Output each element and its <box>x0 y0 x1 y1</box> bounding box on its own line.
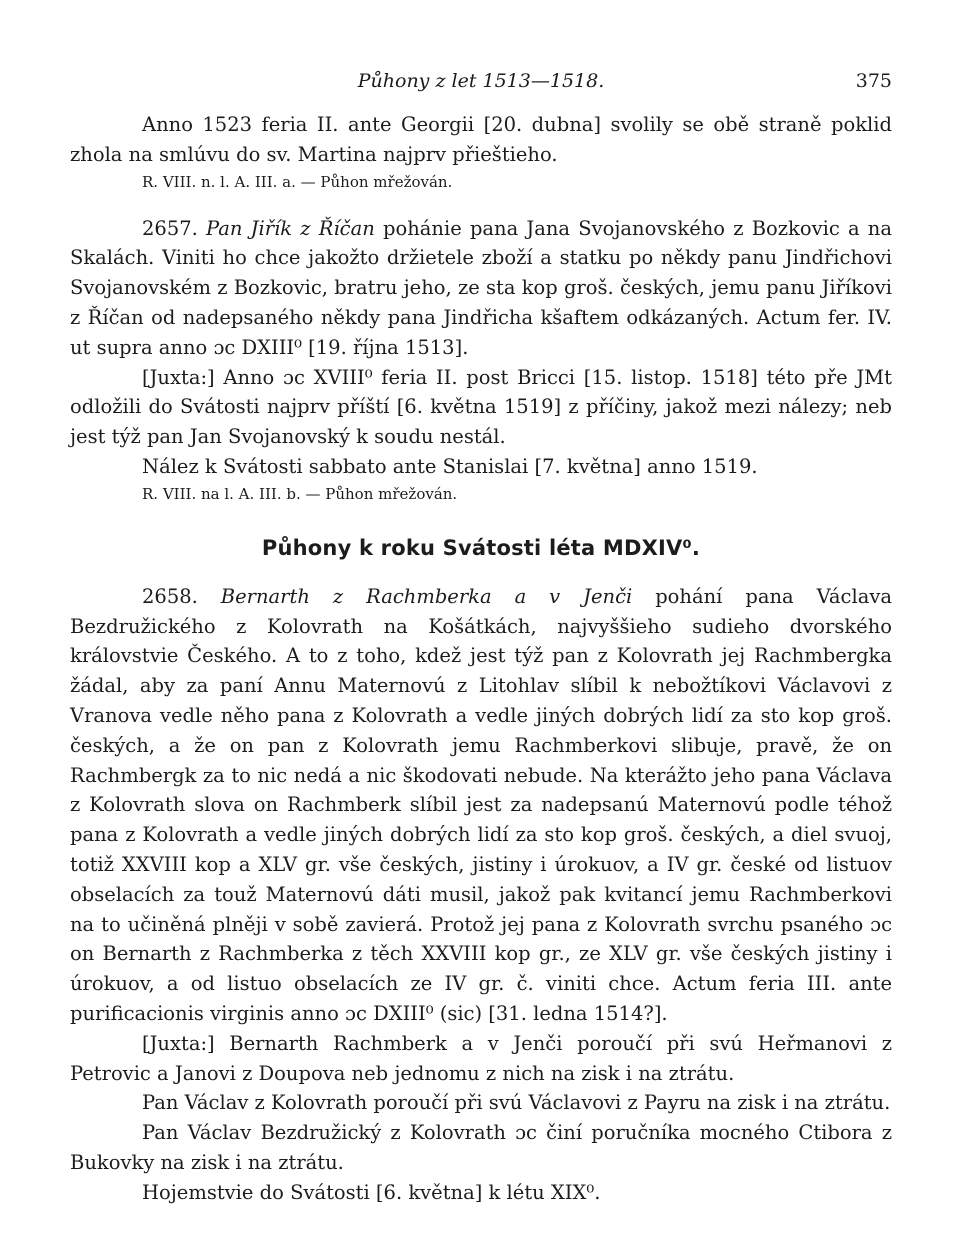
plaintiff-name: Pan Jiřík z Říčan <box>206 216 375 240</box>
entry-2658 <box>70 582 892 1029</box>
section-heading: Půhony k roku Svátosti léta MDXIV⁰. <box>261 535 701 560</box>
paragraph-bezdruzicky: Pan Václav Bezdružický z Kolovrath ɔc činí poručníka mocného Ctibora z Bukovky na zisk i na ztrátu. <box>70 1121 892 1174</box>
paragraph-anno-1523: Anno 1523 feria II. ante Georgii [20. dubna] svolily se obě straně poklid zhola na smlúvu do sv. Martina najprv přieštieho. <box>70 113 892 166</box>
paragraph-kolovrath: Pan Václav z Kolovrath poroučí při svú Václavovi z Payru na zisk i na ztrátu. <box>142 1091 891 1115</box>
page-number: 375 <box>855 70 892 92</box>
entry-number: 2658. <box>142 584 198 608</box>
nalez-paragraph: Nález k Svátosti sabbato ante Stanislai [7. května] anno 1519. <box>142 454 758 478</box>
source-note: R. VIII. n. l. A. III. a. — Půhon mřežován. <box>142 172 453 191</box>
running-head <box>70 70 892 110</box>
paragraph-hojemstvie: Hojemstvie do Svátosti [6. května] k létu XIX⁰. <box>142 1180 601 1204</box>
entry-number: 2657. <box>142 216 198 240</box>
entry-text: pohání pana Václava Bezdružického z Kolovrath na Košátkách, najvyššieho sudieho dvorského královstvie Českého. A to z toho, kdež jest týž pan z Kolovrath jej Rachmbergka žádal, aby za paní Annu Maternovú z Litohlav slíbil k nebožtíkovi Václavovi z Vranova vedle něho pana z Kolovrath a vedle jiných dobrých lidí za sto kop groš. českých, a že on pan z Kolovrath jemu Rachmberkovi slibuje, pravě, že on Rachmbergk za to nic nedá a nic škodovati nebude. Na kterážto jeho pana Václava z Kolovrath slova on Rachmberk slíbil jest za nadepsanú Maternovú podle téhož pana z Kolovrath a vedle jiných dobrých lidí za sto kop groš. českých, a diel svuoj, totiž XXVIII kop a XLV gr. vše českých, jistiny i úrokuov, a IV gr. české od listuov obselacích za touž Maternovú dáti musil, jakož pak kvitancí jemu Rachmberkovi na to učiněná plněji v sobě zavierá. Protož jej pana z Kolovrath svrchu psaného ɔc on Bernarth z Rachmberka z těch XXVIII kop gr., ze XLV gr. vše českých jistiny i úrokuov, a od listuo obselacích ze IV gr. č. viniti chce. Actum feria III. ante purificacionis virginis anno ɔc DXIII⁰ (sic) [31. ledna 1514?]. <box>70 584 892 1025</box>
juxta-paragraph: [Juxta:] Anno ɔc XVIII⁰ feria II. post Bricci [15. listop. 1518] této pře JMt odložili do Svátosti najprv příští [6. května 1519] z příčiny, jakož mezi nálezy; neb jest týž pan Jan Svojanovský k soudu nestál. <box>70 365 892 449</box>
juxta-paragraph: [Juxta:] Bernarth Rachmberk a v Jenči poroučí při svú Heřmanovi z Petrovic a Janovi z Doupova neb jednomu z nich na zisk i na ztrátu. <box>70 1031 892 1085</box>
entry-2657 <box>70 214 892 363</box>
running-title: Půhony z let 1513—1518. <box>357 70 605 92</box>
plaintiff-name: Bernarth z Rachmberka a v Jenči <box>220 584 633 608</box>
spacer <box>70 194 892 214</box>
source-note: R. VIII. na l. A. III. b. — Půhon mřežován. <box>142 484 458 503</box>
entry-text: pohánie pana Jana Svojanovského z Bozkovic a na Skalách. Viniti ho chce jakožto držietele zboží a statku po někdy panu Jindřichovi Svojanovském z Bozkovic, bratru jeho, ze sta kop groš. českých, jemu panu Jiříkovi z Říčan od nadepsaného někdy pana Jindřicha kšaftem odkázaných. Actum fer. IV. ut supra anno ɔc DXIII⁰ [19. října 1513]. <box>70 216 892 359</box>
page-body <box>70 70 892 1208</box>
